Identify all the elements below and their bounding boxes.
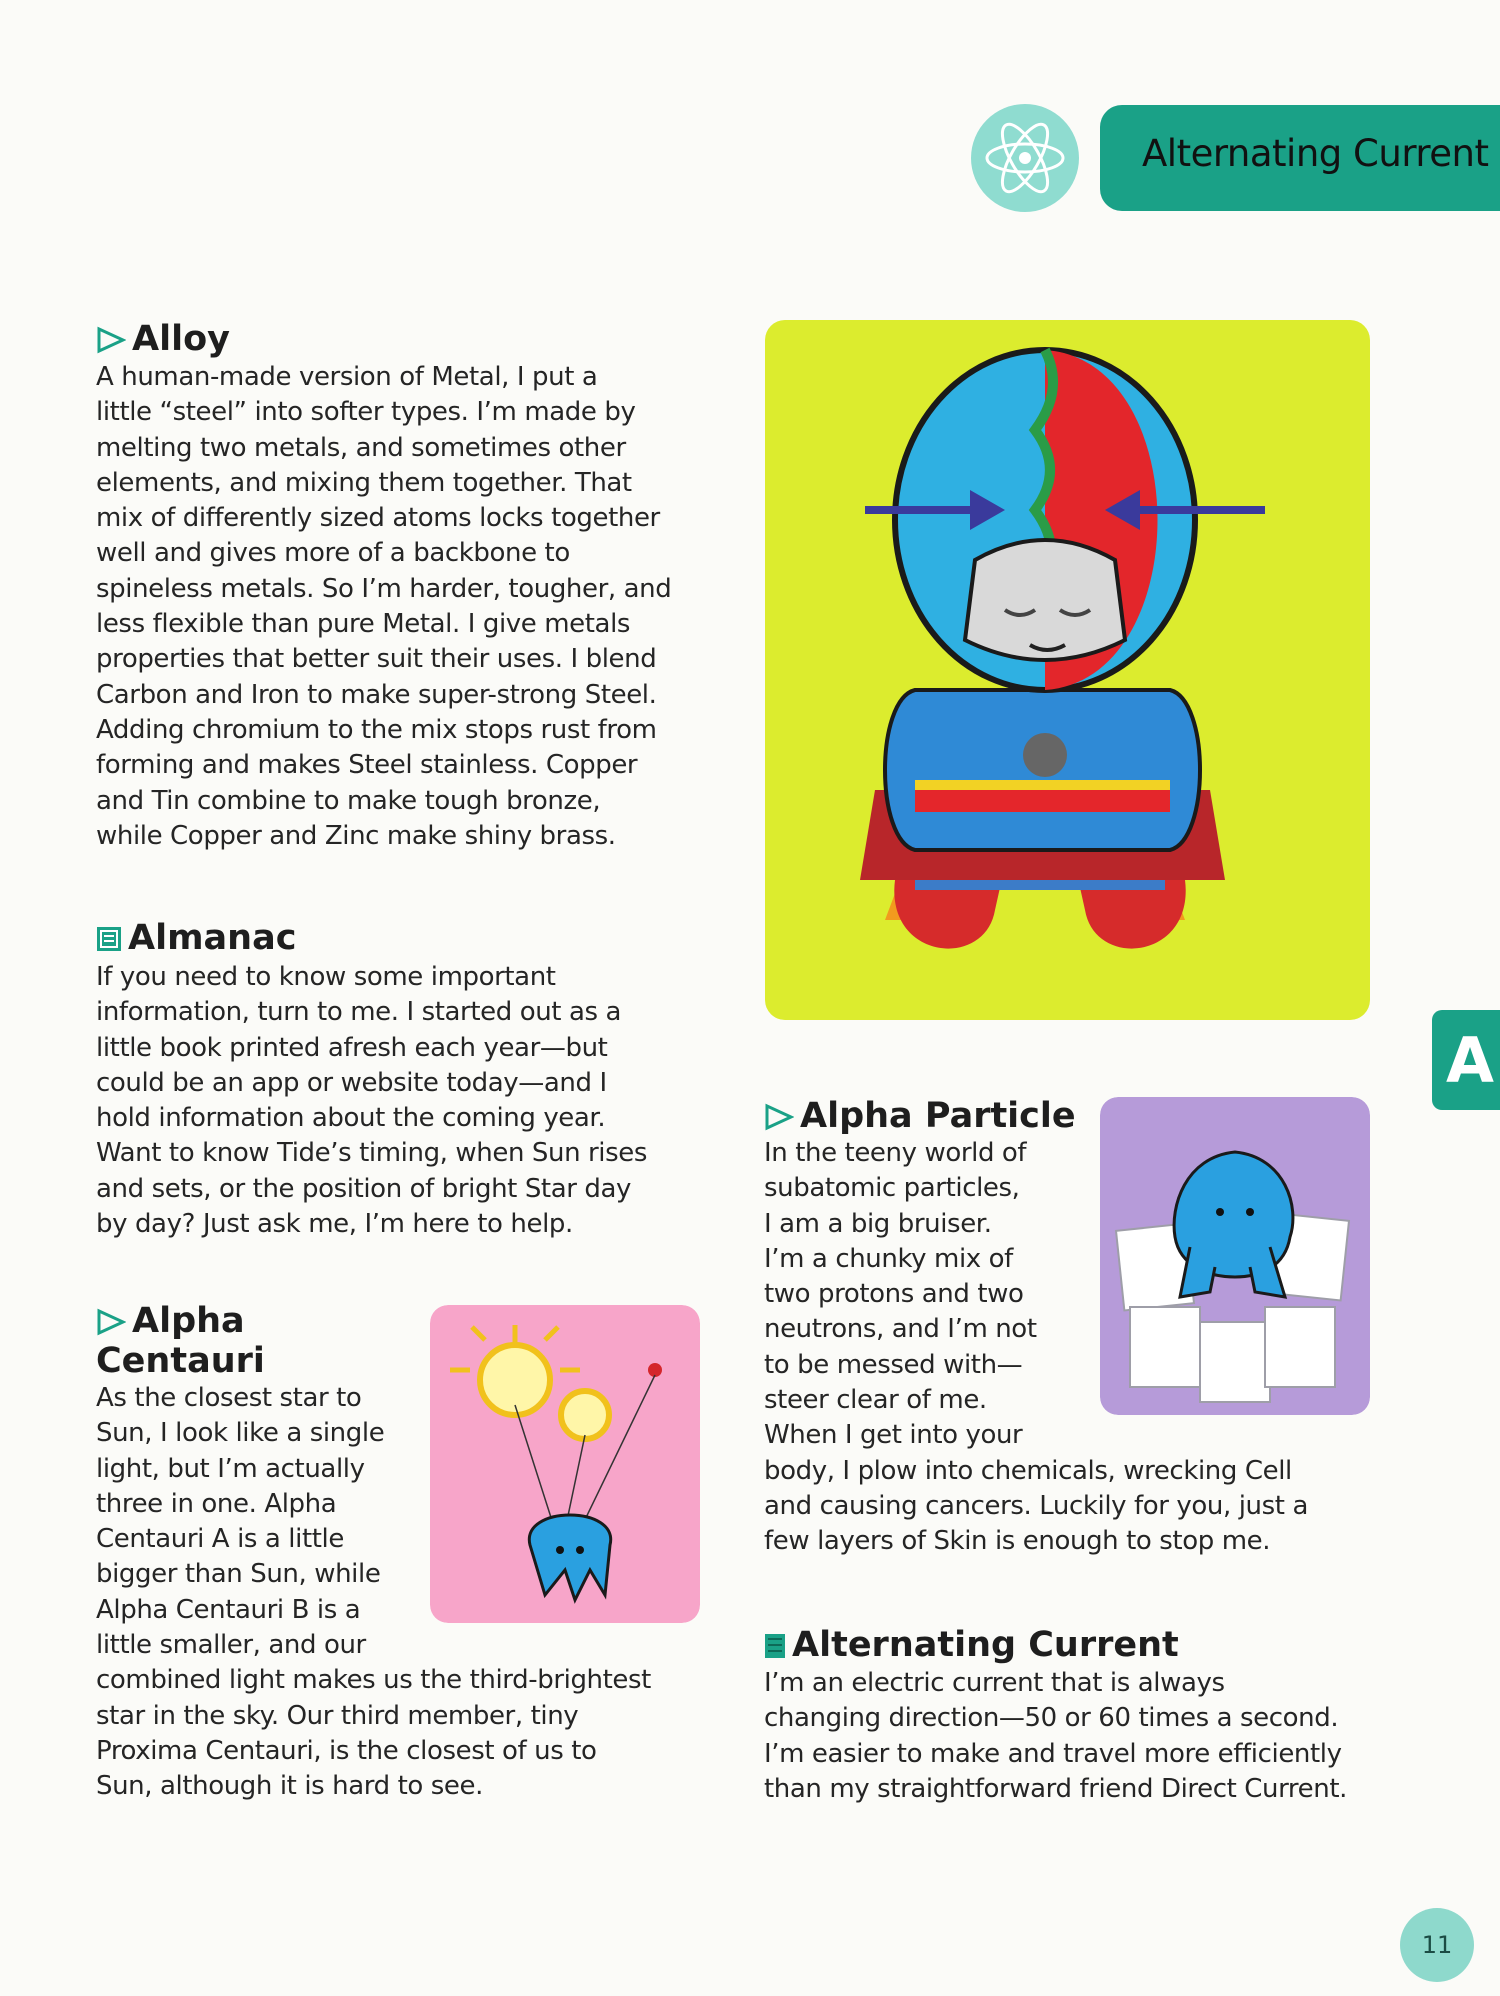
text-line: than my straightforward friend Direct Current.	[764, 1773, 1347, 1804]
text-line: little book printed afresh each year—but	[96, 1032, 608, 1063]
text-line: Want to know Tide’s timing, when Sun rises	[96, 1138, 648, 1169]
text-line: neutrons, and I’m not	[764, 1314, 1037, 1345]
text-line: melting two metals, and sometimes other	[96, 432, 626, 463]
entry-title-almanac	[96, 919, 296, 957]
text-line: Alpha Centauri B is a	[96, 1594, 361, 1625]
side-letter: A	[1446, 1023, 1494, 1097]
text-line: forming and makes Steel stainless. Copper	[96, 750, 638, 781]
text-line: I’m easier to make and travel more efficiently	[764, 1738, 1342, 1769]
almanac-book-icon	[96, 926, 122, 952]
triangle-outline-icon	[96, 1308, 126, 1336]
text-line: two protons and two	[764, 1279, 1024, 1310]
text-line: information, turn to me. I started out as a	[96, 997, 622, 1028]
text-line: In the teeny world of	[764, 1138, 1027, 1168]
text-line: little “steel” into softer types. I’m made by	[96, 397, 636, 428]
text-line: hold information about the coming year.	[96, 1103, 606, 1134]
text-line: subatomic particles,	[764, 1173, 1020, 1204]
text-line: mix of differently sized atoms locks together	[96, 503, 660, 534]
entry-title-alpha-particle	[764, 1097, 1076, 1135]
text-line: well and gives more of a backbone to	[96, 538, 570, 569]
text-line: combined light makes us the third-brightest	[96, 1665, 651, 1696]
atom-icon	[970, 103, 1080, 213]
page-number: 11	[1400, 1908, 1474, 1982]
text-line: and causing cancers. Luckily for you, just a	[764, 1490, 1308, 1521]
electric-square-icon	[764, 1633, 786, 1659]
text-line: few layers of Skin is enough to stop me.	[764, 1526, 1271, 1557]
text-line: three in one. Alpha	[96, 1488, 337, 1519]
text-line: As the closest star to	[96, 1383, 362, 1413]
text-line: A human-made version of Metal, I put a	[96, 362, 598, 392]
text-line: little smaller, and our	[96, 1630, 366, 1661]
text-line: steer clear of me.	[764, 1385, 987, 1416]
triangle-outline-icon	[764, 1103, 794, 1131]
header-title: Alternating Current	[1142, 132, 1489, 175]
text-line: star in the sky. Our third member, tiny	[96, 1700, 579, 1731]
text-line: Sun, I look like a single	[96, 1418, 385, 1449]
entry-title-text: Alternating Current	[792, 1625, 1179, 1665]
text-line: while Copper and Zinc make shiny brass.	[96, 820, 616, 851]
text-line: to be messed with—	[764, 1349, 1023, 1380]
text-line: changing direction—50 or 60 times a second.	[764, 1703, 1339, 1734]
side-letter-tab	[1432, 1010, 1500, 1110]
text-line: Carbon and Iron to make super-strong Steel.	[96, 679, 657, 710]
entry-title-alpha-centauri-line2: Centauri	[96, 1341, 265, 1381]
text-line: elements, and mixing them together. That	[96, 467, 632, 498]
triangle-outline-icon	[96, 326, 126, 354]
text-line: When I get into your	[764, 1420, 1023, 1451]
entry-title-alloy	[96, 320, 230, 358]
text-line: Sun, although it is hard to see.	[96, 1771, 483, 1802]
text-line: and sets, or the position of bright Star day	[96, 1173, 632, 1204]
entry-title-text: Alpha	[132, 1301, 245, 1341]
entry-title-alternating-current	[764, 1626, 1179, 1664]
text-line: by day? Just ask me, I’m here to help.	[96, 1209, 573, 1240]
text-line: body, I plow into chemicals, wrecking Cell	[764, 1455, 1292, 1486]
entry-title-text: Alloy	[132, 319, 230, 359]
text-line: I’m an electric current that is always	[764, 1668, 1225, 1698]
entry-body-alloy	[96, 360, 671, 854]
text-line: spineless metals. So I’m harder, tougher, and	[96, 573, 672, 604]
text-line: less flexible than pure Metal. I give metals	[96, 609, 631, 640]
text-line: could be an app or website today—and I	[96, 1067, 607, 1098]
text-line: Adding chromium to the mix stops rust from	[96, 714, 657, 745]
alloy-illustration	[765, 320, 1370, 1020]
text-line: and Tin combine to make tough bronze,	[96, 785, 601, 816]
text-line: I’m a chunky mix of	[764, 1243, 1013, 1274]
text-line: If you need to know some important	[96, 962, 556, 992]
entry-title-alpha-centauri	[96, 1302, 245, 1340]
entry-body-alternating-current	[764, 1666, 1347, 1807]
text-line: Centauri A is a little	[96, 1524, 344, 1555]
text-line: I am a big bruiser.	[764, 1208, 992, 1239]
text-line: bigger than Sun, while	[96, 1559, 381, 1590]
alpha-centauri-illustration	[430, 1305, 700, 1623]
text-line: light, but I’m actually	[96, 1453, 365, 1484]
entry-title-text: Alpha Particle	[800, 1096, 1076, 1136]
text-line: Proxima Centauri, is the closest of us to	[96, 1735, 597, 1766]
entry-body-almanac	[96, 960, 647, 1242]
alpha-particle-illustration	[1100, 1097, 1370, 1415]
entry-title-text: Almanac	[128, 918, 297, 958]
text-line: properties that better suit their uses. I blend	[96, 644, 657, 675]
